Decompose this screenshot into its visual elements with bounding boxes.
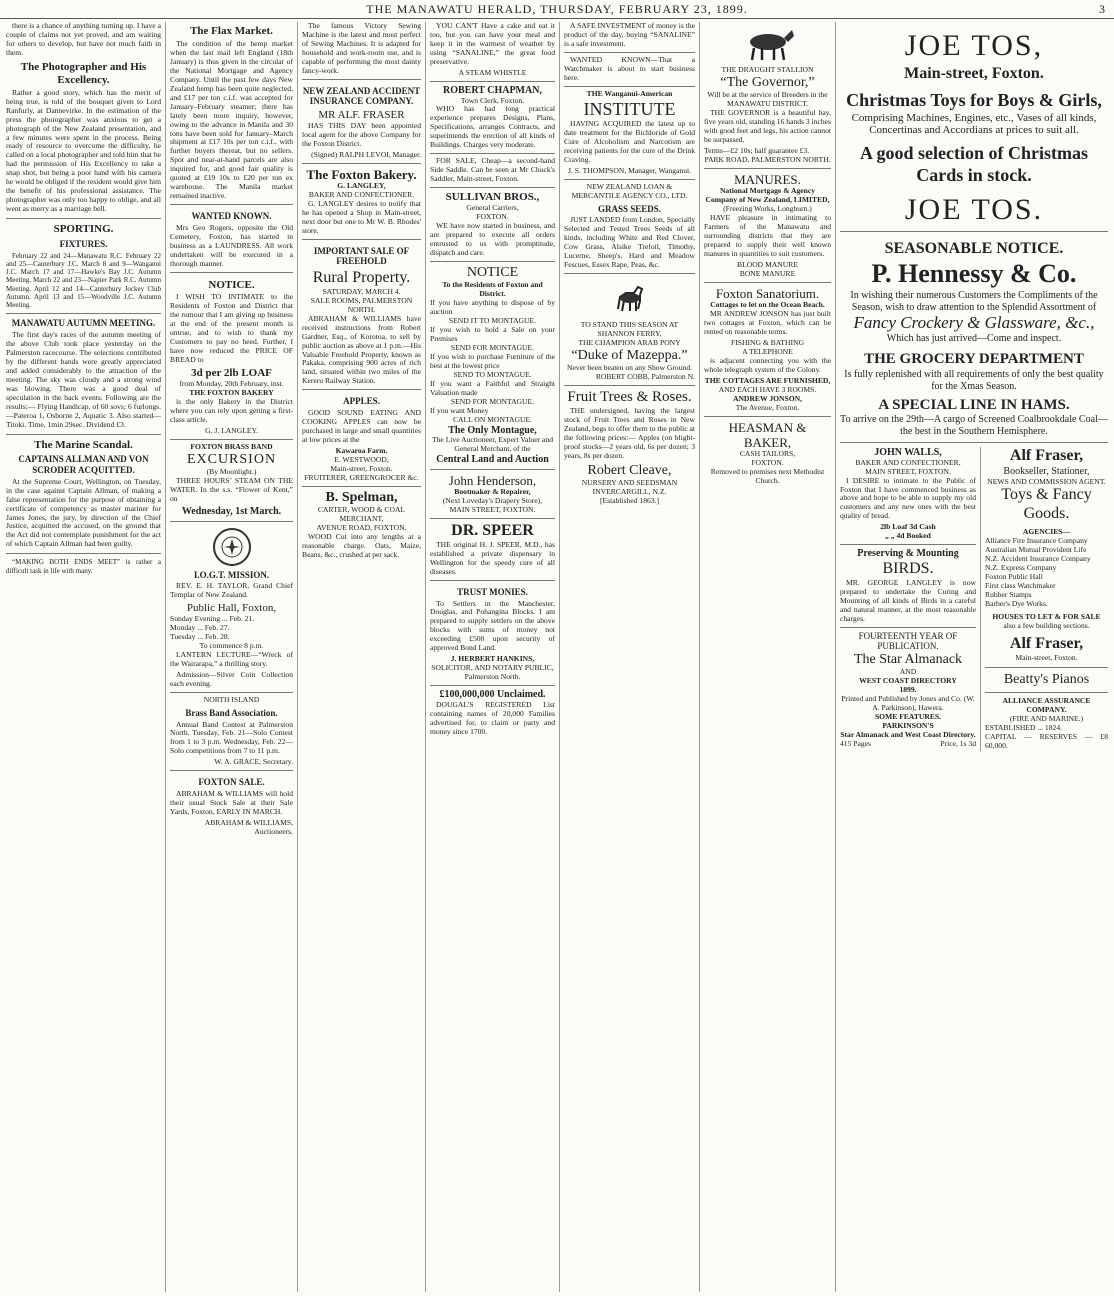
walls-name: JOHN WALLS,	[874, 446, 942, 458]
beatty-heading: Beatty's Pianos	[1003, 671, 1090, 687]
victory-text: The famous Victory Sewing Machine is the latest and most perfect of Sewing Machines. It is adapted for household and work-room use, and is capable of performing the most dainty fancy-work.	[302, 22, 421, 75]
cards-heading: A good selection of Christmas Cards in stock.	[860, 143, 1088, 185]
jonson-name: ANDREW JONSON,	[732, 393, 803, 403]
fixtures-heading: FIXTURES.	[59, 239, 108, 250]
horse-stand: TO STAND THIS SEASON AT SHANNON FERRY,	[580, 319, 679, 338]
fraser2-name: Alf Fraser,	[1009, 634, 1084, 652]
ni-heading: NORTH ISLAND	[203, 694, 260, 704]
agency-8: Barber's Dye Works.	[985, 598, 1048, 608]
notice-line-4: SEND FOR MONTAGUE.	[450, 342, 535, 352]
band-event: EXCURSION	[186, 451, 277, 467]
fraser-sub: NEWS AND COMMISSION AGENT.	[987, 476, 1106, 486]
spelman-body: WOOD Cut into any lengths at a reasonable charge. Oats, Maize, Beans, &c., crushed at per sack.	[302, 531, 421, 559]
hankins-trade: SOLICITOR, AND NOTARY PUBLIC, Palmerston North.	[431, 663, 554, 682]
loaf-cash: 2lb Loaf 3d Cash	[880, 522, 936, 532]
institute-heading: INSTITUTE	[583, 98, 676, 119]
bread-price: 3d per 2lb LOAF	[191, 367, 272, 380]
agency-4: N.Z. Express Company	[985, 563, 1057, 573]
blood-manure: BLOOD MANURE	[737, 260, 798, 270]
sale-date: SATURDAY, MARCH 4.	[322, 286, 401, 296]
nz-insurance-heading: NEW ZEALAND ACCIDENT INSURANCE COMPANY.	[302, 85, 421, 107]
bakery-title: The Foxton Bakery.	[306, 166, 417, 182]
star-and: AND	[899, 667, 917, 677]
jonson-addr: The Avenue, Foxton.	[735, 402, 800, 412]
bakery-owner: G. LANGLEY,	[337, 181, 386, 191]
grass-body: JUST LANDED from London, Specially Selected and Tested Trees Seeds of all kinds, including White and Red Clover, Cow Grass, Alsike Trefoil, Timothy, Lucerne, Sheep's, Hard and Meadow Fescues, Essex Rape, Peas, &c.	[564, 215, 695, 269]
nz-insurance-sign: (Signed) RALPH LEVOI, Manager.	[311, 149, 421, 159]
westwood: E. WESTWOOD,	[334, 454, 389, 464]
just-arrived: Which has just arrived—Come and inspect.	[886, 333, 1062, 345]
cleave-est: [Established 1863.]	[599, 495, 660, 505]
sanatorium-heading: Foxton Sanatorium.	[715, 285, 820, 301]
watchmaker-wanted: WANTED KNOWN—That a Watchmaker is about to start business here.	[564, 54, 695, 82]
notice-line-7: If you want a Faithful and Straight Valuation made	[430, 378, 555, 397]
governor-terms: Terms—£2 10s; half guarantee £3.	[704, 146, 810, 156]
fraser2-addr: Main-street, Foxton.	[1015, 652, 1078, 662]
star-title: The Star Almanack	[853, 651, 963, 667]
bakery-name: THE FOXTON BAKERY	[189, 388, 274, 398]
foxsale-body: ABRAHAM & WILLIAMS will hold their usual Stock Sale at their Sale Yards, Foxton, EARLY IN MARCH.	[170, 788, 293, 816]
cleave-trade: NURSERY AND SEEDSMAN	[581, 478, 678, 488]
photographer-body: Rather a good story, which has the merit of being true, is told of the bouquet given to Lord Ranfurly, at Dannevirke. In the estimation of the press the photographer was anxious to get a photograph of the New Zealand presentation, and a few minutes were spent in the process. Being ready of resource to overcome the difficulty, he called on a local photographer and told him that he had the permission of His Excellency to take a snap shot, but being a poor hand with his camera he would be obliged if the resident would give him the benefit of his professional assistance. The photographer was only too happy to oblige, and all went as merry as a marriage bell.	[6, 87, 162, 214]
toys-fancy: Toys & Fancy Goods.	[1001, 486, 1092, 523]
agency-2: Australian Mutual Provident Life	[985, 545, 1087, 555]
cobb-sign: ROBERT COBB, Palmerston N.	[595, 372, 695, 382]
cottages-heading: Cottages to let on the Ocean Beach.	[710, 300, 825, 310]
national-note: (Freezing Works, Longburn.)	[723, 204, 812, 214]
photographer-heading: The Photographer and His Excellency.	[20, 60, 147, 86]
westwood-addr: Main-street, Foxton.	[330, 463, 393, 473]
column-6	[700, 22, 836, 1292]
page-number: 3	[1099, 2, 1106, 16]
star-pages: 415 Pages	[840, 739, 872, 749]
fixtures-list: February 22 and 24—Manawatu R.C. February 22 and 25—Canterbury J.C. March 8 and 9—Wanganui J.C. March 17 and 17—Hawke's Bay J.C. Autumn Meeting. March 22 and 23—Napier Park R.C. Autumn Meeting. April 12 and 14—Canterbury Jockey Club Autumn. April 13 and 15—Woodville J.C. Autumn Meeting.	[6, 251, 161, 310]
fruit-heading: Fruit Trees & Roses.	[567, 389, 692, 406]
notice-line-8: SEND FOR MONTAGUE.	[450, 396, 535, 406]
notice-line-5: If you wish to purchase Furniture of the best at the lowest price	[430, 351, 555, 370]
toys-heading: Christmas Toys for Boys & Girls,	[846, 90, 1102, 111]
chapman-name: ROBERT CHAPMAN,	[443, 84, 542, 96]
walls-body: I DESIRE to intimate to the Public of Foxton that I have commenced business as above and hope to be able to supply my old customers and any new ones with the best quality of bread.	[840, 475, 976, 521]
iogt-date-2: Monday ... Feb. 27.	[170, 623, 230, 633]
cant-text: YOU CAN'T Have a cake and eat it too, but you can have your meal and keep it in the warmest of weather by using “SANALINE,” the great food preservative.	[430, 22, 555, 66]
unclaimed-body: DOUGAL'S REGISTERED List containing names of 20,000 Families advertised for, to claim or party and money since 1700.	[430, 699, 555, 736]
fishing-heading: FISHING & BATHING	[731, 338, 804, 348]
iogt-emblem-icon	[212, 527, 252, 567]
trust-heading: TRUST MONIES.	[457, 586, 528, 597]
horse-icon	[610, 279, 650, 319]
iogt-commence: To commence 8 p.m.	[199, 641, 264, 651]
bread-from: from Monday, 20th February, inst.	[179, 379, 284, 389]
ni-subheading: Brass Band Association.	[185, 707, 278, 718]
notice-line-2: SEND IT TO MONTAGUE.	[448, 316, 537, 326]
column-3	[298, 22, 426, 1292]
star-price: Price, 1s 3d	[940, 739, 976, 749]
notice-heading: NOTICE	[466, 264, 519, 280]
iogt-heading: I.O.G.T. MISSION.	[193, 569, 270, 580]
stallion-heading: THE DRAUGHT STALLION	[721, 65, 814, 74]
walls-addr: MAIN STREET, FOXTON.	[865, 466, 951, 476]
telephone-body: is adjacent connecting you with the whole telegraph system of the Colony.	[704, 356, 831, 374]
walls-column	[840, 447, 981, 751]
wanganui-heading: THE Wanganui-American	[586, 88, 673, 98]
notice-line-6: SEND TO MONTAGUE.	[453, 369, 532, 379]
agency-5: Foxton Public Hall	[985, 571, 1043, 581]
public-hall: Public Hall, Foxton,	[186, 602, 277, 615]
henderson-trade: Bootmaker & Repairer,	[454, 487, 531, 497]
iogt-admission: Admission—Silver Coin Collection each evening.	[170, 670, 293, 689]
whistle-text: A STEAM WHISTLE	[458, 67, 527, 77]
telephone-heading: A TELEPHONE	[742, 347, 793, 357]
marine-subheading: CAPTAINS ALLMAN AND VON SCRODER ACQUITTED.	[18, 454, 149, 476]
sullivan-body: WE have now started in business, and are prepared to execute all orders entrusted to us with promptitude, dispatch and care.	[430, 220, 555, 257]
spelman: B. Spelman,	[325, 489, 398, 505]
band-sub: (By Moonlight.)	[206, 467, 257, 477]
notice-heading: NOTICE.	[208, 278, 255, 291]
star2-heading: Star Almanack and West Coast Directory.	[840, 730, 976, 740]
manures-heading: MANURES.	[734, 172, 801, 188]
birds-heading: BIRDS.	[882, 560, 934, 578]
cleave-addr: INVERCARGILL, N.Z.	[592, 487, 667, 497]
cleave-name: Robert Cleave,	[587, 462, 672, 478]
alliance-sub: (FIRE AND MARINE.)	[1009, 713, 1084, 723]
notice-line-9: If you want Money	[430, 405, 489, 415]
fancy-heading: Fancy Crockery & Glassware, &c.,	[853, 313, 1095, 333]
henderson-name: John Henderson,	[448, 473, 537, 489]
star-year: FOURTEENTH YEAR OF PUBLICATION.	[858, 630, 958, 652]
alliance-established: ESTABLISHED ... 1824.	[985, 722, 1063, 732]
agencies-heading: AGENCIES—	[1022, 527, 1071, 537]
wanted-body: Mrs Geo Rogers, opposite the Old Cemetery, Foxton, has started in business as a LAUNDRESS. All work undertaken will be executed in a thorough manner.	[170, 222, 293, 268]
apples-heading: APPLES.	[343, 396, 380, 407]
foxsale-heading: FOXTON SALE.	[198, 777, 265, 788]
notice-line-10: CALL ON MONTAGUE.	[452, 414, 533, 424]
notice-line-3: If you wish to hold a Sale on your Premises	[430, 325, 555, 344]
saddle-sale: FOR SALE, Cheap—a second-hand Side Saddle. Can be seen at Mr Chuck's Saddler, Main-street, Foxton.	[430, 156, 555, 184]
walls-trade: BAKER AND CONFECTIONER,	[855, 457, 961, 467]
masthead	[0, 0, 1114, 19]
unclaimed-heading: £100,000,000 Unclaimed.	[439, 689, 546, 701]
flax-body: The condition of the hemp market when the last mail left England (18th January) is thus given in the circular of the National Mortgage and Agency Company. Until the past few days New Zealand hemp has been quite neglected, and £17 per ton c.i.f. was accepted for January–February steamer; there has lately been more inquiry, however, owing to the advance in Manila and 30 tons have been sold for January–March shipment at £17 10s per ton c.i.f., with further buyers thereat, but no sellers. Spot and near-at-hand parcels are also inquired for, and good fair quality is quoted at £19 10s to £20 per ton ex warehouse. The Manila market remained inactive.	[170, 38, 293, 201]
birds-body: MR. GEORGE LANGLEY is now prepared to undertake the Curing and Mounting of all kinds of Birds in a careful and natural manner, at the most reasonable charges.	[840, 577, 976, 623]
heasman-addr: FOXTON.	[751, 458, 784, 468]
iogt-lantern: LANTERN LECTURE—“Wreck of the Wairarapa,” a thrilling story.	[170, 650, 293, 669]
montague: The Only Montague,	[448, 424, 537, 436]
fruiterer: FRUITERER, GREENGROCER &c.	[304, 472, 419, 482]
mazeppa-note: Never been beaten on any Show Ground.	[566, 363, 693, 373]
footer-text: “MAKING BOTH ENDS MEET” is rather a difficult task in life with many.	[6, 558, 161, 575]
column-2	[166, 22, 298, 1292]
henderson-note: (Next Loveday's Drapery Store),	[442, 496, 543, 506]
agency-6: First class Watchmaker	[985, 580, 1056, 590]
furnished-heading: THE COTTAGES ARE FURNISHED,	[704, 375, 831, 385]
iogt-date-1: Sunday Evening ... Feb. 21.	[170, 614, 255, 624]
toys-body: Comprising Machines, Engines, etc., Vases of all kinds, Concertinas and Accordians at prices to suit all.	[851, 111, 1097, 137]
sullivan-name: SULLIVAN BROS.,	[445, 191, 540, 204]
joe-tos-sign: JOE TOS.	[904, 192, 1044, 226]
henderson-addr: MAIN STREET, FOXTON.	[449, 505, 536, 515]
autumn-body: The first day's races of the autumn meeting of the above Club took place yesterday on the Palmerston racecourse. The selections contributed by the different bands were greatly appreciated and added considerably to the attraction of the meeting. The sky was cloudy and a strong wind was blowing. There was a good deal of speculation in the back events. Following are the results:— Flying Handicap, of 60 sovs; 6 furlongs.—Pateroa 1, Osborne 2, Aquatic 3. Also started—Titoki. Time, 1min 29sec. Dividend £3.	[6, 330, 161, 429]
mazeppa-name: “Duke of Mazeppa.”	[571, 347, 688, 363]
bakery-body: G. LANGLEY desires to notify that he has opened a Shop in Main-street, next door but one to Mr W. B. Rhodes' store.	[302, 198, 421, 235]
grocery-body: Is fully replenished with all requirements of only the best quality for the Xmas Season.	[844, 368, 1104, 392]
spelman-addr: AVENUE ROAD, FOXTON.	[316, 523, 407, 532]
nz-insurance-body: HAS THIS DAY been appointed local agent for the above Company for the Foxton District.	[302, 120, 421, 148]
agency-3: N.Z. Accident Insurance Company	[985, 554, 1091, 564]
ni-body: Annual Band Contest at Palmerston North. Tuesday, Feb. 21—Solo Contest from 1 to 3 p.m. Wednesday, Feb. 22—Solo competitions from 7 to 11 p.m.	[170, 719, 293, 756]
column-4	[426, 22, 560, 1292]
sullivan-place: FOXTON.	[476, 212, 509, 222]
chapman-body: WHO has had long practical experience prepares Designs, Plans, Specifications, arranges Contracts, and superintends the erection of all kinds of Buildings. Charges very moderate.	[430, 104, 555, 150]
sporting-heading: SPORTING.	[53, 223, 114, 236]
marine-body: At the Supreme Court, Wellington, on Tuesday, in the case against Captain Allman, of making a false representation for the purpose of obtaining a certificate of competency as master mariner for James Jones, the jury, by direction of the Chief Justice, acquitted the accused, on the ground that the Act did not contemplate punishment for the act of which Captain Allman had been guilty.	[6, 476, 161, 549]
iogt-body: REV. E. H. TAYLOR, Grand Chief Templar of New Zealand.	[170, 581, 293, 600]
grocery-heading: THE GROCERY DEPARTMENT	[864, 351, 1084, 368]
governor-addr: PARK ROAD, PALMERSTON NORTH.	[704, 155, 831, 165]
marine-heading: The Marine Scandal.	[34, 438, 133, 451]
sale-big: Rural Property.	[312, 268, 411, 286]
agency-1: Alliance Fire Insurance Company	[985, 536, 1088, 546]
spelman-trade: CARTER, WOOD & COAL MERCHANT,	[317, 505, 406, 524]
column-7	[836, 22, 1112, 1292]
central-land: Central Land and Auction	[436, 454, 549, 466]
fraser-trade: Bookseller, Stationer,	[1003, 465, 1090, 477]
autumn-heading: MANAWATU AUTUMN MEETING.	[11, 318, 156, 329]
notice-line-1: If you have anything to dispose of by auction	[430, 298, 555, 317]
column-1	[2, 22, 166, 1292]
speer-body: THE original H. J. SPEER, M.D., has established a private dispensary in Wellington for the speedy cure of all diseases.	[430, 540, 555, 576]
stallion-body: Will be at the service of Breeders in the MANAWATU DISTRICT.	[707, 90, 828, 109]
star-year-num: 1899.	[899, 685, 917, 695]
bone-manure: BONE MANURE	[739, 269, 796, 278]
preserving-heading: Preserving & Mounting	[857, 548, 959, 560]
alliance-heading: ALLIANCE ASSURANCE COMPANY.	[1002, 696, 1091, 714]
sale-place: SALE ROOMS, PALMERSTON NORTH.	[310, 295, 413, 314]
sanatorium-body: MR ANDREW JONSON has just built two cottages at Foxton, which can be rented on reasonable terms.	[704, 309, 831, 337]
grass-heading: GRASS SEEDS.	[597, 203, 662, 214]
heasman-trade: CASH TAILORS,	[739, 449, 796, 459]
star-wc: WEST COAST DIRECTORY	[859, 676, 957, 686]
kawaroa-farm: Kawaroa Farm.	[335, 445, 388, 455]
parkinson-heading: PARKINSON'S	[882, 721, 934, 731]
safe-text: A SAFE INVESTMENT of money is the product of the day, buying “SANALINE” is a safe investment.	[564, 22, 695, 48]
manures-body: HAVE pleasure in intimating to Farmers of the Manawatu and surrounding districts that they are prepared to supply their well known manures in quantities to suit customers.	[704, 213, 831, 259]
institute-manager: J. S. THOMPSON, Manager, Wanganui.	[567, 165, 692, 175]
bakery-note: is the only Bakery in the District where you can rely upon getting a first-class article.	[170, 396, 293, 424]
sale-heading: IMPORTANT SALE OF FREEHOLD	[313, 245, 410, 267]
wanted-heading: WANTED KNOWN.	[191, 211, 272, 222]
hennessy-body: In wishing their numerous Customers the Compliments of the Season, wish to draw attention to the Splendid Assortment of	[850, 289, 1098, 313]
heasman-note: Removed to premises next Methodist Church.	[710, 467, 825, 486]
intro-text: there is a chance of anything turning up. I have a couple of claims not yet proved, and am waiting for others to develop, but have not much faith in them.	[6, 22, 161, 57]
rooms-heading: AND EACH HAVE 3 ROOMS.	[718, 384, 817, 394]
column-5	[560, 22, 700, 1292]
notice-signed: G. J. LANGLEY.	[205, 425, 258, 435]
foxsale-sign: ABRAHAM & WILLIAMS, Auctioneers.	[204, 817, 293, 836]
notice-body: I WISH TO INTIMATE to the Residents of Foxton and District that the rumour that I am giving up business at the end of the present month is untrue, and to wish to thank my Customers to pay no heed. Further, I have now reduced the PRICE OF BREAD to	[170, 292, 293, 365]
band-body: THREE HOURS’ STEAM ON THE WATER. In the s.s. “Flower of Kent,” on	[170, 476, 293, 504]
fraser-column	[981, 447, 1108, 751]
hankins-name: J. HERBERT HANKINS,	[450, 654, 535, 664]
alliance-capital: CAPITAL — RESERVES — £8 60,000.	[985, 731, 1108, 750]
joe-tos-title: JOE TOS,	[904, 29, 1044, 62]
montague-sub: The Live Auctioneer, Expert Valuer and General Merchant, of the	[431, 435, 553, 454]
national-heading: National Mortgage & Agency Company of New Zealand, LIMITED,	[705, 186, 830, 205]
houses-sub: also a few building sections.	[1003, 620, 1090, 630]
loaf-booked: „ „ 4d Booked	[885, 531, 931, 541]
ni-sign: W. A. GRACE, Secretary.	[214, 757, 293, 767]
masthead-title: THE MANAWATU HERALD, THURSDAY, FEBRUARY 23, 1899.	[366, 1, 748, 16]
seasonable-heading: SEASONABLE NOTICE.	[884, 240, 1064, 258]
houses-heading: HOUSES TO LET & FOR SALE	[992, 611, 1101, 621]
hams-heading: A SPECIAL LINE IN HAMS.	[878, 396, 1070, 413]
star-printed: Printed and Published by Jones and Co. (W. A. Parkinson), Hawera.	[841, 694, 975, 713]
features-heading: SOME FEATURES.	[874, 712, 942, 722]
institute-body: HAVING ACQUIRED the latest up to date treatment for the Bichloride of Gold Cure of Alcoholism and Narcotism are receiving patients for the cure of the Drink Craving.	[564, 118, 695, 164]
apples-body: GOOD SOUND EATING AND COOKING APPLES can now be purchased in large and small quantities at low prices at the	[302, 407, 421, 444]
fruit-body: THE undersigned, having the largest stock of Fruit Trees and Roses in New Zealand, begs to offer them to the public at the following prices:— Apples (on blight-proof stocks—2 years old, 6s per dozen; 3 years, 8s per dozen.	[564, 405, 695, 460]
fraser-name: MR ALF. FRASER	[318, 108, 405, 121]
speer-name: DR. SPEER	[451, 522, 534, 540]
horse-sub: THE CHAMPION ARAB PONY	[578, 337, 681, 347]
draught-horse-icon	[738, 24, 798, 64]
band-heading: FOXTON BRASS BAND	[190, 441, 273, 451]
joe-tos-main: Main-street, Foxton.	[904, 65, 1044, 83]
chapman-trade: Town Clerk, Foxton.	[460, 95, 525, 105]
iogt-date-3: Tuesday ... Feb. 28.	[170, 632, 230, 642]
sale-body: ABRAHAM & WILLIAMS have received instructions from Robert Gardner, Esq., of Korotoa, to sell by public auction as above at 1 p.m.—His Valuable Freehold Property, known as Pakaka, comprising 900 acres of rich land, situated within two miles of the Kereru Railway Station.	[302, 313, 421, 386]
flax-heading: The Flax Market.	[190, 25, 273, 37]
bakery-trade: BAKER AND CONFECTIONER.	[308, 190, 415, 199]
trust-body: To Settlers in the Manchester, Douglas, and Pohangina Blocks. I am prepared to supply settlers on the above blocks with sums of money not exceeding £500 upon security of approved Bond Land.	[430, 598, 555, 653]
hams-body: To arrive on the 29th—A cargo of Screened Coalbrookdale Coal—the best in the Southern Hemisphere.	[840, 414, 1108, 438]
notice-to: To the Residents of Foxton and District.	[442, 280, 543, 299]
fraser-name: Alf Fraser,	[1009, 446, 1084, 464]
hennessy-title: P. Hennessy & Co.	[871, 259, 1077, 289]
heasman-name: HEASMAN & BAKER,	[728, 419, 807, 451]
band-date: Wednesday, 1st March.	[181, 506, 282, 518]
governor-name: “The Governor,”	[720, 74, 815, 90]
loan-heading: NEW ZEALAND LOAN & MERCANTILE AGENCY CO., LTD.	[571, 181, 688, 200]
governor-body: THE GOVERNOR is a beautiful bay, five years old, standing 16 hands 3 inches with good feet and legs, his action cannot be surpassed.	[704, 108, 831, 145]
sullivan-trade: General Carriers,	[466, 203, 519, 213]
agency-7: Rubber Stamps	[985, 589, 1032, 599]
